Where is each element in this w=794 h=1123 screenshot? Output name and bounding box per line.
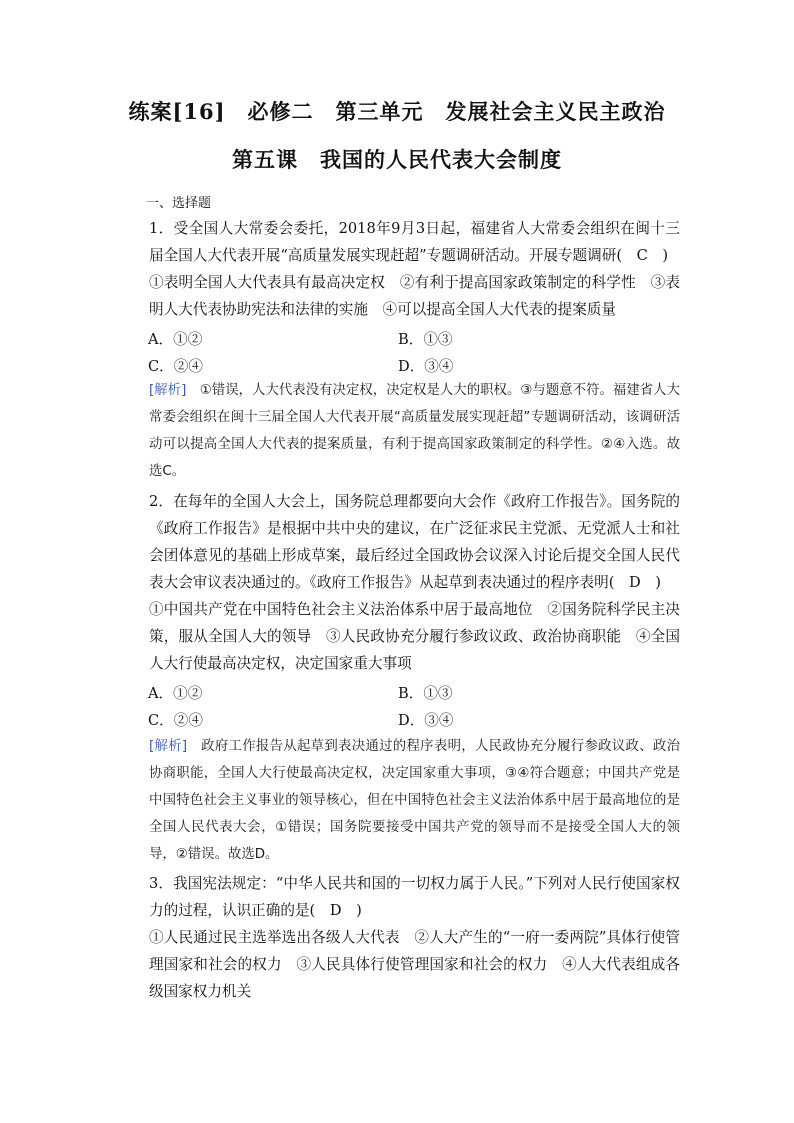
question-1-option-d: D．③④ [398, 358, 454, 375]
analysis-tag: [解析] [149, 739, 188, 754]
question-2-option-b: B．①③ [398, 685, 453, 702]
question-2-option-d: D．③④ [398, 712, 454, 729]
question-3-statements: ①人民通过民主选举选出各级人大代表 ②人大产生的“一府一委两院”具体行使管理国家和社会的权力 ③人民具体行使管理国家和社会的权力 ④人大代表组成各级国家权力机关 [149, 929, 680, 1000]
question-1-option-b: B．①③ [398, 331, 453, 348]
lesson-title: 第五课 我国的人民代表大会制度 [232, 147, 562, 172]
question-1-analysis [120, 377, 680, 485]
analysis-text: ①错误，人大代表没有决定权，决定权是人大的职权。③与题意不符。福建省人大常委会组织在闽十三届全国人大代表开展“高质量发展实现赶超”专题调研活动，该调研活动可以提高全国人大代表的提案质量，有利于提高国家政策制定的科学性。②④入选。故选C。 [149, 383, 680, 479]
question-1-option-c: C．②④ [148, 358, 203, 375]
question-1-statements: ①表明全国人大代表具有最高决定权 ②有利于提高国家政策制定的科学性 ③表明人大代表协助宪法和法律的实施 ④可以提高全国人大代表的提案质量 [149, 274, 680, 318]
question-1-option-a: A．①② [148, 331, 203, 348]
question-2-option-c: C．②④ [148, 712, 203, 729]
analysis-text: 政府工作报告从起草到表决通过的程序表明，人民政协充分履行参政议政、政治协商职能，全国人大行使最高决定权，决定国家重大事项，③④符合题意；中国共产党是中国特色社会主义事业的领导核心，但在中国特色社会主义法治体系中居于最高地位的是全国人民代表大会，①错误；国务院要接受中国共产党的领导而不是接受全国人大的领导，②错误。故选D。 [149, 739, 681, 862]
document-title: 练案[16] 必修二 第三单元 发展社会主义民主政治 [128, 99, 666, 124]
question-2-stem: 2．在每年的全国人大会上，国务院总理都要向大会作《政府工作报告》。国务院的《政府工作报告》是根据中共中央的建议，在广泛征求民主党派、无党派人士和社会团体意见的基础上形成草案，最后经过全国政协会议深入讨论后提交全国人民代表大会审议表决通过的。《政府工作报告》从起草到表决通过的程序表明( D ) [149, 493, 680, 591]
section-label: 一、选择题 [146, 196, 212, 211]
question-2-statements: ①中国共产党在中国特色社会主义法治体系中居于最高地位 ②国务院科学民主决策，服从全国人大的领导 ③人民政协充分履行参政议政、政治协商职能 ④全国人大行使最高决定权，决定国家重大事项 [149, 601, 680, 672]
question-2-analysis [120, 733, 680, 868]
analysis-tag: [解析] [149, 383, 187, 398]
question-3-stem: 3．我国宪法规定：“中华人民共和国的一切权力属于人民。”下列对人民行使国家权力的过程，认识正确的是( D ) [149, 875, 680, 919]
question-2-option-a: A．①② [148, 685, 203, 702]
question-1-stem: 1．受全国人大常委会委托，2018年9月3日起，福建省人大常委会组织在闽十三届全国人大代表开展“高质量发展实现赶超”专题调研活动。开展专题调研( C ) [149, 220, 680, 264]
